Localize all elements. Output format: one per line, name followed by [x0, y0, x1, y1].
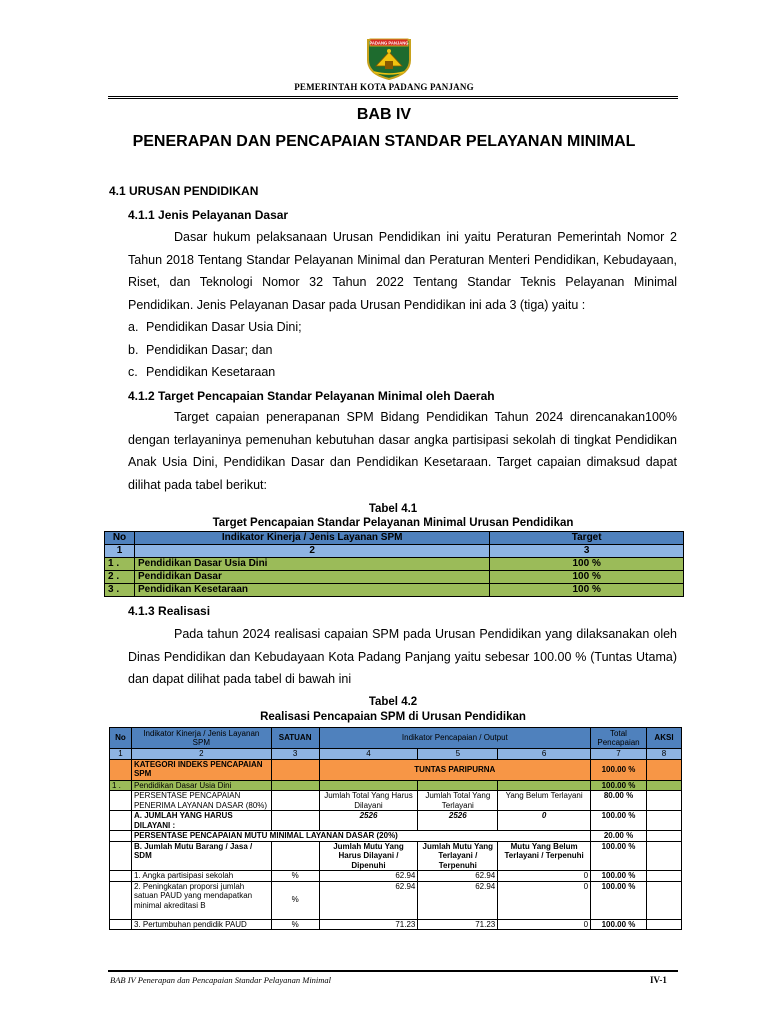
table-row: 3. Pertumbuhan pendidik PAUD % 71.23 71.23 0 100.00 %: [110, 919, 682, 930]
realization-table: [109, 727, 682, 930]
table-number-row: 1 2 3 4 5 6 7 8: [110, 749, 682, 760]
table-row-category: KATEGORI INDEKS PENCAPAIAN SPM TUNTAS PARIPURNA 100.00 %: [110, 759, 682, 780]
table1-caption-number: Tabel 4.1: [368, 503, 418, 515]
subsection-heading-1: 4.1.1 Jenis Pelayanan Dasar: [128, 208, 289, 222]
chapter-title: PENERAPAN DAN PENCAPAIAN STANDAR PELAYANAN MINIMAL: [132, 133, 636, 150]
table-header-row: No Indikator Kinerja / Jenis Layanan SPM SATUAN Indikator Pencapaian / Output Total Pencapaian AKSI: [110, 728, 682, 749]
table-number-row: 1 2 3: [105, 545, 684, 558]
paragraph-3: Pada tahun 2024 realisasi capaian SPM pada Urusan Pendidikan yang dilaksanakan oleh Dinas Pendidikan dan Kebudayaan Kota Padang Panjang yaitu sebesar 100.00 % (Tuntas Utama) dan dapat dilihat pada tabel di bawah ini: [128, 627, 677, 686]
page-number: IV-1: [650, 975, 667, 985]
footer-rule: [108, 970, 678, 972]
table-row: 2. Peningkatan proporsi jumlah satuan PAUD yang mendapatkan minimal akreditasi B % 62.94 62.94 0 100.00 %: [110, 881, 682, 919]
header-rule: [108, 96, 678, 99]
table2-caption-title: Realisasi Pencapaian SPM di Urusan Pendidikan: [260, 711, 526, 723]
table-row-service: 1 . Pendidikan Dasar Usia Dini 100.00 %: [110, 780, 682, 791]
section-heading: 4.1 URUSAN PENDIDIKAN: [109, 184, 259, 198]
table-row: 1 . Pendidikan Dasar Usia Dini 100 %: [105, 558, 684, 571]
list-item: a. Pendidikan Dasar Usia Dini;: [128, 320, 302, 334]
paragraph-2: Target capaian penerapanan SPM Bidang Pendidikan Tahun 2024 direncanakan100% dengan terlayaninya pemenuhan kebutuhan dasar angka partisipasi sekolah di tingkat Pendidikan Anak Usia Dini, Pendidikan Dasar dan Pendidikan Kesetaraan. Target capaian dimaksud dapat dilihat pada tabel berikut:: [128, 410, 677, 492]
footer-chapter: BAB IV Penerapan dan Pencapaian Standar Pelayanan Minimal: [110, 975, 332, 985]
subsection-heading-3: 4.1.3 Realisasi: [128, 604, 211, 618]
table-row: 1. Angka partisipasi sekolah % 62.94 62.94 0 100.00 %: [110, 871, 682, 882]
table-row: B. Jumlah Mutu Barang / Jasa / SDM Jumlah Mutu Yang Harus Dilayani / Dipenuhi Jumlah Mutu Yang Terlayani / Terpenuhi Mutu Yang Belum Terlayani / Terpenuhi 100.00 %: [110, 841, 682, 871]
target-table: [104, 531, 684, 597]
table-header-row: No Indikator Kinerja / Jenis Layanan SPM Target: [105, 532, 684, 545]
subsection-heading-2: 4.1.2 Target Pencapaian Standar Pelayanan Minimal oleh Daerah: [128, 389, 495, 403]
table-row: PERSENTASE PENCAPAIAN PENERIMA LAYANAN DASAR (80%) Jumlah Total Yang Harus Dilayani Jumlah Total Yang Terlayani Yang Belum Terlayani 80.00 %: [110, 791, 682, 811]
table-row: 2 . Pendidikan Dasar 100 %: [105, 571, 684, 584]
paragraph-1: Dasar hukum pelaksanaan Urusan Pendidikan ini yaitu Peraturan Pemerintah Nomor 2 Tahun 2018 Tentang Standar Pelayanan Minimal dan Peraturan Menteri Pendidikan, Kebudayaan, Riset, dan Teknologi Nomor 32 Tahun 2022 Tentang Standar Teknis Pelayanan Minimal Pendidikan. Jenis Pelayanan Dasar pada Urusan Pendidikan ini ada 3 (tiga) yaitu :: [128, 230, 677, 312]
chapter-number: BAB IV: [356, 106, 412, 123]
table-row: A. JUMLAH YANG HARUS DILAYANI : 2526 2526 0 100.00 %: [110, 811, 682, 831]
table2-caption-number: Tabel 4.2: [368, 696, 418, 708]
government-name: PEMERINTAH KOTA PADANG PANJANG: [294, 82, 474, 92]
table-row: PERSENTASE PENCAPAIAN MUTU MINIMAL LAYANAN DASAR (20%) 20.00 %: [110, 831, 682, 842]
table-row: 3 . Pendidikan Kesetaraan 100 %: [105, 584, 684, 597]
emblem-text: PADANG PANJANG: [369, 40, 409, 46]
list-item: b. Pendidikan Dasar; dan: [128, 342, 273, 357]
list-item: c. Pendidikan Kesetaraan: [128, 365, 276, 379]
service-list: [128, 316, 302, 384]
table1-caption-title: Target Pencapaian Standar Pelayanan Minimal Urusan Pendidikan: [212, 517, 574, 529]
city-emblem-icon: [364, 34, 414, 80]
